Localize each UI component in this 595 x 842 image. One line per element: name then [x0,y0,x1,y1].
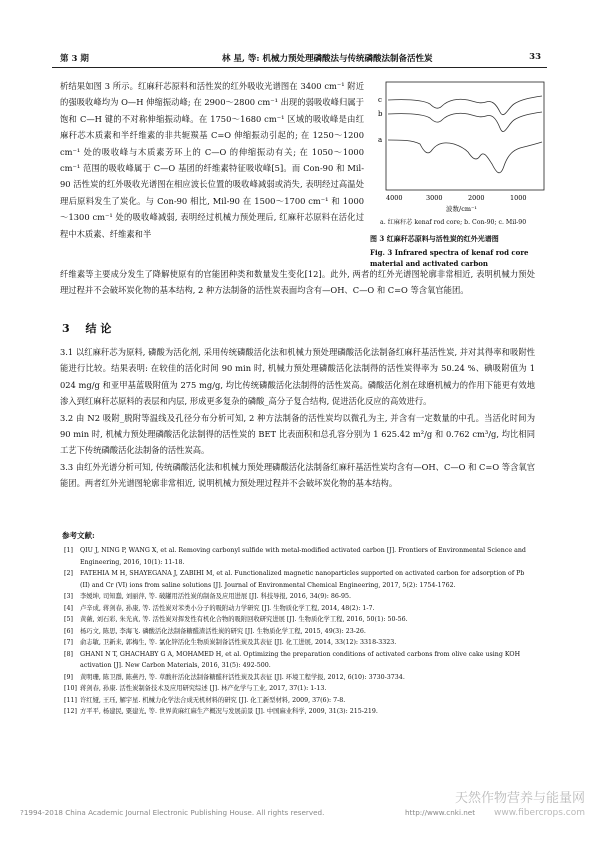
reference-text: 李媛坤, 司知蠢, 刘丽萍, 等. 破罐用活性炭的制备及应用进展 [J]. 科技导报, 2016, 34(9): 86-95. [80,593,352,600]
plot-frame [386,82,544,190]
reference-item [64,683,534,695]
x-tick-4000: 4000 [386,194,403,202]
section-title: 结 论 [85,322,112,335]
reference-text: 方平平, 杨建民, 粟建光, 等. 世界黄麻红麻生产概况与发展前景 [J]. 中国麻业科学, 2009, 31(3): 215-219. [80,708,378,715]
running-title: 林 星, 等: 机械力预处理磷酸法与传统磷酸法制备活性炭 [222,54,433,64]
footer-url: http://www.cnki.net [405,808,476,817]
ir-spectra-plot [368,78,548,228]
conclusion-3-3: 3.3 由红外光谱分析可知, 传统磷酸活化法和机械力预处理磷酸活化法制备红麻秆基活性炭均含有—OH、C—O 和 C=O 等含氧官能团。两者红外光谱图轮廓非常相近, 说明机械力预处理过程并不会破坏炭化物的基本结构。 [60,461,535,489]
x-axis-label: 波数/cm⁻¹ [446,205,478,213]
x-tick-3000: 3000 [426,194,443,202]
reference-text: 黄明珊, 陈卫群, 陈燕丹, 等. 草酸秆活化法制备糖醛秆活性炭及其表征 [J]. 环境工程学报, 2012, 6(10): 3730-3734. [80,673,405,681]
reference-item [64,545,534,568]
continuation-paragraph: 纤维素等主要成分发生了降解使原有的官能团种类和数量发生变化[12]。此外, 两者的红外光谱图轮廓非常相近, 表明机械力预处理过程并不会破坏炭化物的基本结构, 2 种方法制备的活性炭表面均含有—OH、C—O 和 C=O 等含氧官能团。 [60,269,535,296]
reference-item [64,649,534,672]
reference-item [64,695,534,707]
conclusion-3-1: 3.1 以红麻秆芯为原料, 磷酸为活化剂, 采用传统磷酸活化法和机械力预处理磷酸活化法制备红麻秆基活性炭, 并对其得率和吸附性能进行比较。结果表明: 在较佳的活化时间 90 min 时, 机械力预处理磷酸活化法制得的活性炭得率为 50.24 %、碘吸附值为 1 024 mg/g 和亚甲基蓝吸附值为 275 mg/g, 均比传统磷酸活化法制得的活性炭高。磷酸活化剂在球磨机械力的作用下能更有效地渗入到红麻秆芯原料的表层和内层, 形成更多复杂的磷酸_高分子复合结构, 促进活化反应的高效进行。 [60,347,535,407]
curve-label-c: c [378,96,382,104]
curve-c-mil-90 [388,96,542,115]
figure-caption-chinese: 图 3 红麻秆芯原料与活性炭的红外光谱图 [370,234,499,243]
reference-item [64,637,534,649]
curve-a-kenaf-core [388,140,542,173]
reference-number: [11] [64,696,77,704]
reference-number: [5] [64,616,73,623]
reference-number: [1] [64,547,73,554]
x-tick-2000: 2000 [468,194,485,202]
reference-list [64,545,534,718]
reference-item [64,591,534,603]
reference-text: 蒋剑春, 孙康. 活性炭制备技术及应用研究综述 [J]. 林产化学与工业, 2017, 37(1): 1-13. [80,685,327,692]
header-divider [52,67,547,68]
reference-text: FATEHIA M H, SHAYEGANA J, ZABIHI M, et al. Functionalized magnetic nanoparticles supported on activated carbon for adsorption of Pb (II) and Cr (VI) ions from saline solutions [J]. Journal of Environmental Chemical Engineering, 2017, 5(2): 1754-1762. [80,570,525,589]
reference-number: [3] [64,593,73,600]
figure-caption-english: Fig. 3 Infrared spectra of kenaf rod core material and activated carbon [370,248,529,268]
issue-number: 第 3 期 [60,54,89,64]
reference-item [64,614,534,626]
curve-label-b: b [378,110,383,118]
figure-3-infrared-spectra [368,78,548,288]
reference-number: [6] [64,627,73,635]
reference-text: 许红娅, 王珏, 解宇星. 机械力化学法合成无机材料的研究 [J]. 化工新型材料, 2009, 37(6): 7-8. [80,696,346,704]
reference-text: 杨巧文, 陈思, 李海飞. 磷酸活化法制备糖醛渣活性炭的研究 [J]. 生物质化学工程, 2015, 49(3): 23-26. [80,627,366,635]
reference-item [64,706,534,718]
reference-text: 卢辛成, 蒋剑春, 孙康, 等. 活性炭对苯类小分子的吸附动力学研究 [J]. 生物质化学工程, 2014, 48(2): 1-7. [80,604,375,612]
x-tick-1000: 1000 [510,194,527,202]
page-number: 33 [529,52,541,62]
reference-number: [12] [64,708,77,715]
reference-item [64,603,534,615]
reference-text: 俞志敏, 卫新来, 郭梅生, 等. 氯化锌活化生物质炭制备活性炭及其表征 [J]. 化工进展, 2014, 33(12): 3318-3323. [80,639,397,646]
reference-item [64,626,534,638]
reference-number: [7] [64,639,73,646]
reference-number: [8] [64,650,73,658]
watermark-url: www.fibercrops.com [494,808,586,818]
running-header [52,52,547,66]
reference-text: GHANI N T, GHACHABY G A, MOHAMED H, et al. Optimizing the preparation conditions of activated carbons from olive cake using KOH activation [J]. New Carbon Materials, 2016, 31(5): 492-500. [80,650,521,669]
section-number: 3 [62,322,70,335]
reference-text: 黄薇, 刘石彩, 朱光真, 等. 活性炭对挥发性有机化合物的吸附回收研究进展 [J]. 生物质化学工程, 2016, 50(1): 50-56. [80,616,408,623]
left-column-text [60,78,364,242]
reference-item [64,672,534,684]
copyright-notice: ?1994-2018 China Academic Journal Electronic Publishing House. All rights reserved. [20,808,325,817]
reference-number: [2] [64,570,73,577]
figure-legend: a. 红麻秆芯 kenaf rod core; b. Con-90; c. Mil-90 [380,219,527,226]
continuation-text [60,266,535,299]
section-heading-conclusions [62,320,111,336]
reference-number: [4] [64,604,73,612]
ir-analysis-paragraph: 析结果如图 3 所示。红麻秆芯原料和活性炭的红外吸收光谱图在 3400 cm⁻¹ 附近的强吸收峰均为 O—H 伸缩振动峰; 在 2900～2800 cm⁻¹ 出现的弱吸收峰归属于饱和 C—H 键的不对称伸缩振动峰。在 1750～1680 cm⁻¹ 区域的吸收峰是由红麻秆芯木质素和半纤维素的非共轭羰基 C=O 伸缩振动引起的; 在 1250～1200 cm⁻¹ 处的吸收峰与木质素芳环上的 C—O 的伸缩振动有关; 在 1050～1000 cm⁻¹ 范围的吸收峰属于 C—O 基团的纤维素特征吸收峰[5]。而 Con-90 和 Mil-90 活性炭的红外吸收光谱图在相应波长位置的吸收峰减弱或消失, 表明经过高温处理后原料发生了炭化。与 Con-90 相比, Mil-90 在 1500～1700 cm⁻¹ 和 1000～1300 cm⁻¹ 处的吸收峰减弱, 表明经过机械力预处理后, 红麻秆芯原料在活化过程中木质素、纤维素和半 [60,81,364,239]
curve-b-con-90 [388,112,542,132]
conclusions-body [60,344,535,492]
watermark-chinese: 天然作物营养与能量网 [455,791,586,806]
reference-number: [10] [64,685,77,692]
references-heading: 参考文献: [62,531,95,540]
reference-text: QIU J, NING P, WANG X, et al. Removing carbonyl sulfide with metal-modified activated carbon [J]. Frontiers of Environmental Science and Engineering, 2016, 10(1): 11-18. [80,547,526,566]
conclusion-3-2: 3.2 由 N2 吸附_脱附等温线及孔径分布分析可知, 2 种方法制备的活性炭均以微孔为主, 并含有一定数量的中孔。当活化时间为 90 min 时, 机械力预处理磷酸活化法制得的活性炭的 BET 比表面积和总孔容分别为 1 625.42 m²/g 和 0.762 cm³/g, 均比相同工艺下传统磷酸活化法制备的活性炭高。 [60,412,535,456]
curve-label-a: a [378,136,383,144]
reference-item [64,568,534,591]
reference-number: [9] [64,673,73,681]
